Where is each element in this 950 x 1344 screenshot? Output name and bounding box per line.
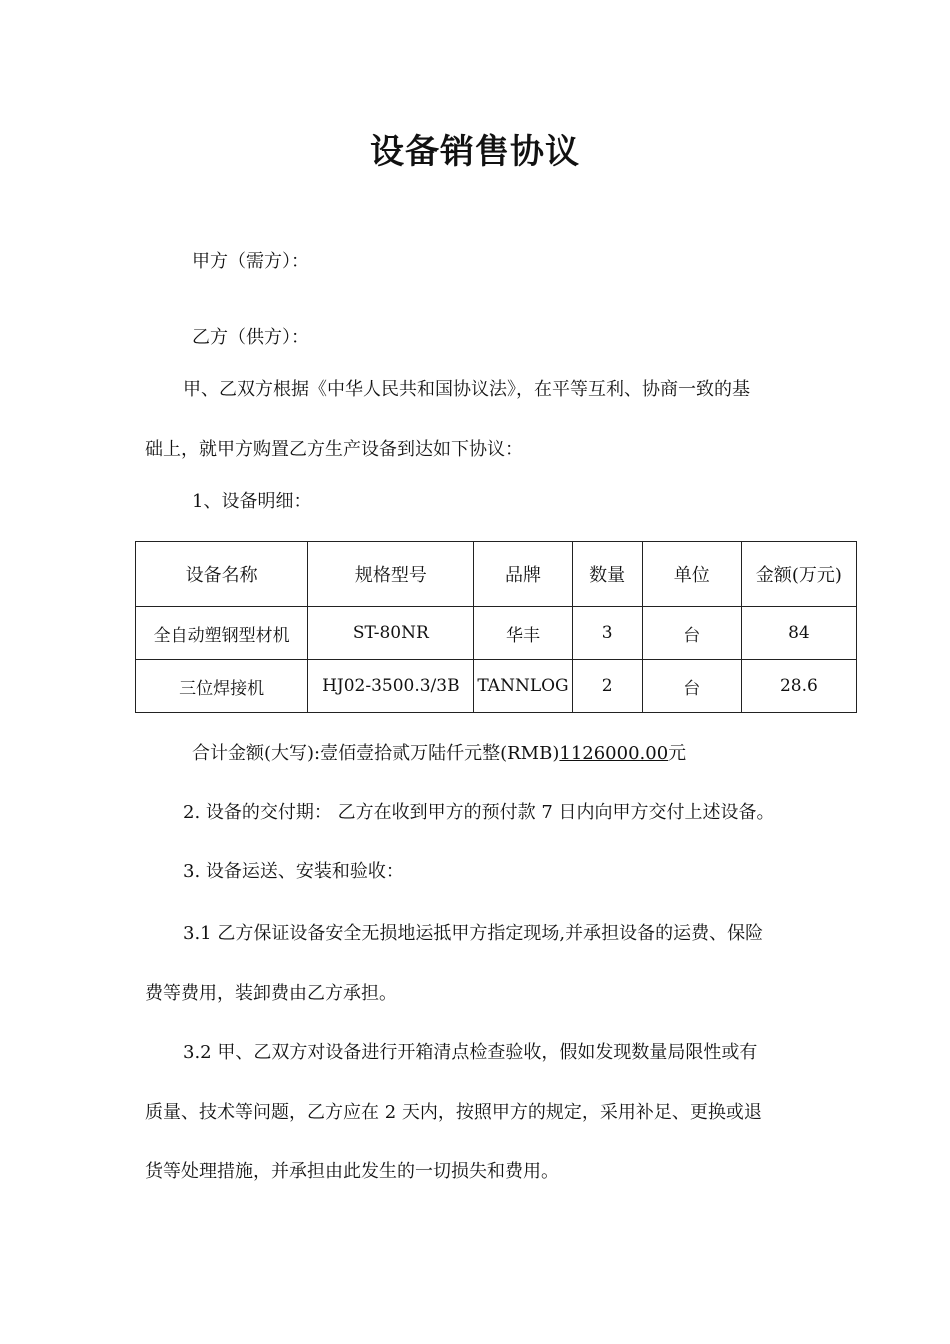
table-header-cell: 金额(万元) [741, 542, 856, 607]
table-row [136, 607, 857, 660]
table-cell: 28.6 [741, 660, 856, 713]
table-header-cell: 品牌 [474, 542, 572, 607]
table-cell: 全自动塑钢型材机 [136, 607, 308, 660]
table-cell: 84 [741, 607, 856, 660]
clause-3-2-line-1: 3.2 甲、乙双方对设备进行开箱清点检查验收，假如发现数量局限性或有 [183, 1042, 758, 1063]
table-cell: 三位焊接机 [136, 660, 308, 713]
total-amount-prefix: 合计金额(大写):壹佰壹拾贰万陆仟元整(RMB) [192, 743, 560, 764]
section-1-heading: 1、设备明细： [192, 491, 312, 512]
table-cell: HJ02-3500.3/3B [308, 660, 474, 713]
table-cell: ST-80NR [308, 607, 474, 660]
table-header-row [136, 542, 857, 607]
clause-3-1-line-2: 费等费用，装卸费由乙方承担。 [145, 983, 397, 1004]
table-header-cell: 规格型号 [308, 542, 474, 607]
total-amount-figure: 1126000.00 [559, 743, 669, 764]
party-a-label: 甲方（需方）： [192, 251, 309, 272]
clause-3-2-line-2: 质量、技术等问题，乙方应在 2 天内，按照甲方的规定，采用补足、更换或退 [145, 1102, 762, 1123]
section-3-heading: 3. 设备运送、安装和验收： [183, 861, 404, 882]
table-cell: 台 [642, 607, 741, 660]
table-cell: 3 [572, 607, 642, 660]
intro-paragraph-line-2: 础上，就甲方购置乙方生产设备到达如下协议： [145, 439, 523, 460]
clause-3-1-line-1: 3.1 乙方保证设备安全无损地运抵甲方指定现场,并承担设备的运费、保险 [183, 923, 764, 944]
table-cell: 华丰 [474, 607, 572, 660]
table-header-cell: 设备名称 [136, 542, 308, 607]
clause-3-2-line-3: 货等处理措施，并承担由此发生的一切损失和费用。 [145, 1161, 559, 1182]
party-b-label: 乙方（供方）： [192, 327, 309, 348]
table-cell: TANNLOG [474, 660, 572, 713]
intro-paragraph-line-1: 甲、乙双方根据《中华人民共和国协议法》，在平等互利、协商一致的基 [183, 379, 750, 400]
table-header-cell: 单位 [642, 542, 741, 607]
total-amount-line [192, 742, 686, 766]
section-2-delivery: 2. 设备的交付期： 乙方在收到甲方的预付款 7 日内向甲方交付上述设备。 [183, 802, 775, 823]
table-row [136, 660, 857, 713]
table-header-cell: 数量 [572, 542, 642, 607]
table-cell: 2 [572, 660, 642, 713]
table-cell: 台 [642, 660, 741, 713]
equipment-table [135, 541, 857, 713]
document-title: 设备销售协议 [370, 132, 580, 172]
total-amount-suffix: 元 [668, 743, 687, 764]
